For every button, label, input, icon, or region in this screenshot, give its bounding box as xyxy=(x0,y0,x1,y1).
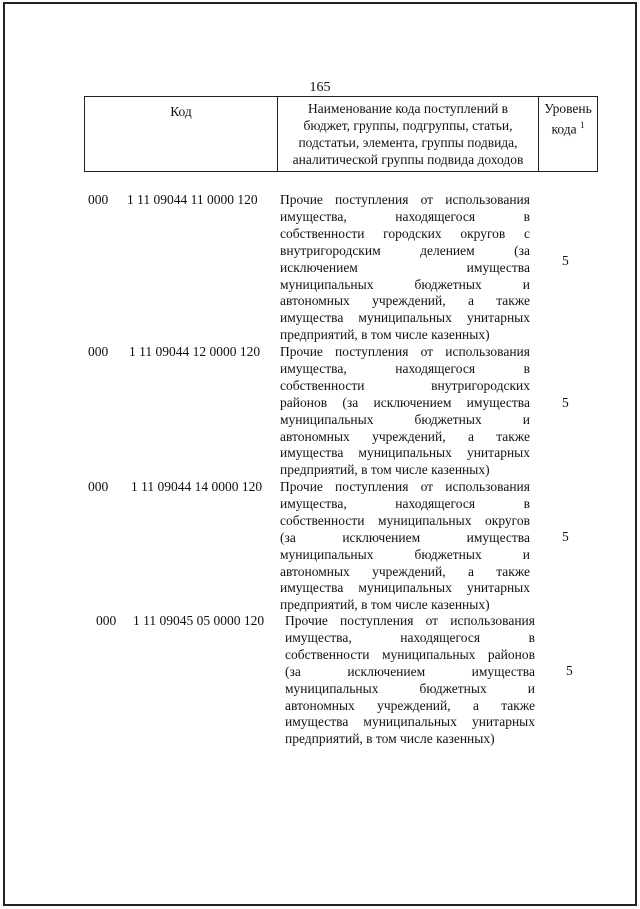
revenue-name-line: внутригородским делением (за xyxy=(280,242,530,258)
admin-code: 000 xyxy=(88,479,109,494)
code-level: 5 xyxy=(566,663,573,678)
header-name-line: бюджет, группы, подгруппы, статьи, xyxy=(303,118,513,133)
admin-code: 000 xyxy=(96,613,117,628)
revenue-code: 1 11 09044 12 0000 120 xyxy=(129,344,261,359)
revenue-name-line: Прочие поступления от использования xyxy=(285,613,535,628)
revenue-name xyxy=(280,192,530,344)
page-border-left xyxy=(3,2,5,906)
header-code: Код xyxy=(85,97,278,172)
revenue-name-line: имущества, находящегося в xyxy=(280,208,530,224)
revenue-name-line: Прочие поступления от использования xyxy=(280,192,530,207)
revenue-name xyxy=(280,344,530,479)
table-header xyxy=(84,96,598,172)
revenue-code: 1 11 09045 05 0000 120 xyxy=(133,613,265,628)
revenue-code: 1 11 09044 11 0000 120 xyxy=(127,192,258,207)
revenue-name-line: Прочие поступления от использования xyxy=(280,344,530,359)
header-level-line2: кода $^1$ xyxy=(551,120,585,137)
revenue-name-line: (за исключением имущества xyxy=(280,529,530,545)
revenue-name-line: муниципальных бюджетных и xyxy=(280,411,530,427)
revenue-name-line: муниципальных бюджетных и xyxy=(280,276,530,292)
revenue-name-line: предприятий, в том числе казенных) xyxy=(285,731,495,747)
revenue-name-line: имущества муниципальных унитарных xyxy=(280,580,530,596)
revenue-name-line: Прочие поступления от использования xyxy=(280,479,530,494)
header-name-line: подстатьи, элемента, группы подвида, xyxy=(298,135,518,150)
revenue-name-line: собственности муниципальных районов xyxy=(285,646,535,662)
code-level: 5 xyxy=(562,529,569,544)
revenue-name-line: собственности городских округов с xyxy=(280,225,530,241)
revenue-name-line: имущества, находящегося в xyxy=(280,360,530,376)
revenue-name-line: имущества муниципальных унитарных xyxy=(280,310,530,326)
page-border-right xyxy=(635,2,637,906)
revenue-name-line: автономных учреждений, а также xyxy=(280,293,530,309)
header-name-line: аналитической группы подвида доходов xyxy=(292,152,524,167)
revenue-name-line: автономных учреждений, а также xyxy=(280,563,530,579)
revenue-name xyxy=(280,479,530,614)
revenue-name-line: собственности муниципальных округов xyxy=(280,512,530,528)
revenue-name-line: муниципальных бюджетных и xyxy=(280,546,530,562)
page-number: 165 xyxy=(309,80,331,95)
header-level-line1: Уровень xyxy=(544,101,592,116)
page-border-bottom xyxy=(3,904,637,906)
admin-code: 000 xyxy=(88,192,109,207)
revenue-name-line: имущества, находящегося в xyxy=(285,629,535,645)
page-border-top xyxy=(3,2,637,4)
header-name-line: Наименование кода поступлений в xyxy=(307,101,509,116)
admin-code: 000 xyxy=(88,344,109,359)
code-level: 5 xyxy=(562,253,569,268)
revenue-name-line: муниципальных бюджетных и xyxy=(285,680,535,696)
revenue-name xyxy=(285,613,535,748)
revenue-name-line: имущества муниципальных унитарных xyxy=(285,714,535,730)
revenue-name-line: собственности внутригородских xyxy=(280,377,530,393)
revenue-name-line: автономных учреждений, а также xyxy=(280,428,530,444)
footnote-marker: 1 xyxy=(579,120,585,130)
revenue-name-line: исключением имущества xyxy=(280,259,530,275)
code-level: 5 xyxy=(562,395,569,410)
revenue-name-line: предприятий, в том числе казенных) xyxy=(280,597,490,613)
revenue-name-line: имущества, находящегося в xyxy=(280,495,530,511)
revenue-name-line: предприятий, в том числе казенных) xyxy=(280,462,490,478)
revenue-name-line: (за исключением имущества xyxy=(285,663,535,679)
revenue-name-line: имущества муниципальных унитарных xyxy=(280,445,530,461)
header-level xyxy=(539,97,598,172)
revenue-name-line: районов (за исключением имущества xyxy=(280,394,530,410)
revenue-name-line: автономных учреждений, а также xyxy=(285,697,535,713)
revenue-name-line: предприятий, в том числе казенных) xyxy=(280,327,490,343)
revenue-code: 1 11 09044 14 0000 120 xyxy=(131,479,263,494)
header-name xyxy=(278,97,539,172)
